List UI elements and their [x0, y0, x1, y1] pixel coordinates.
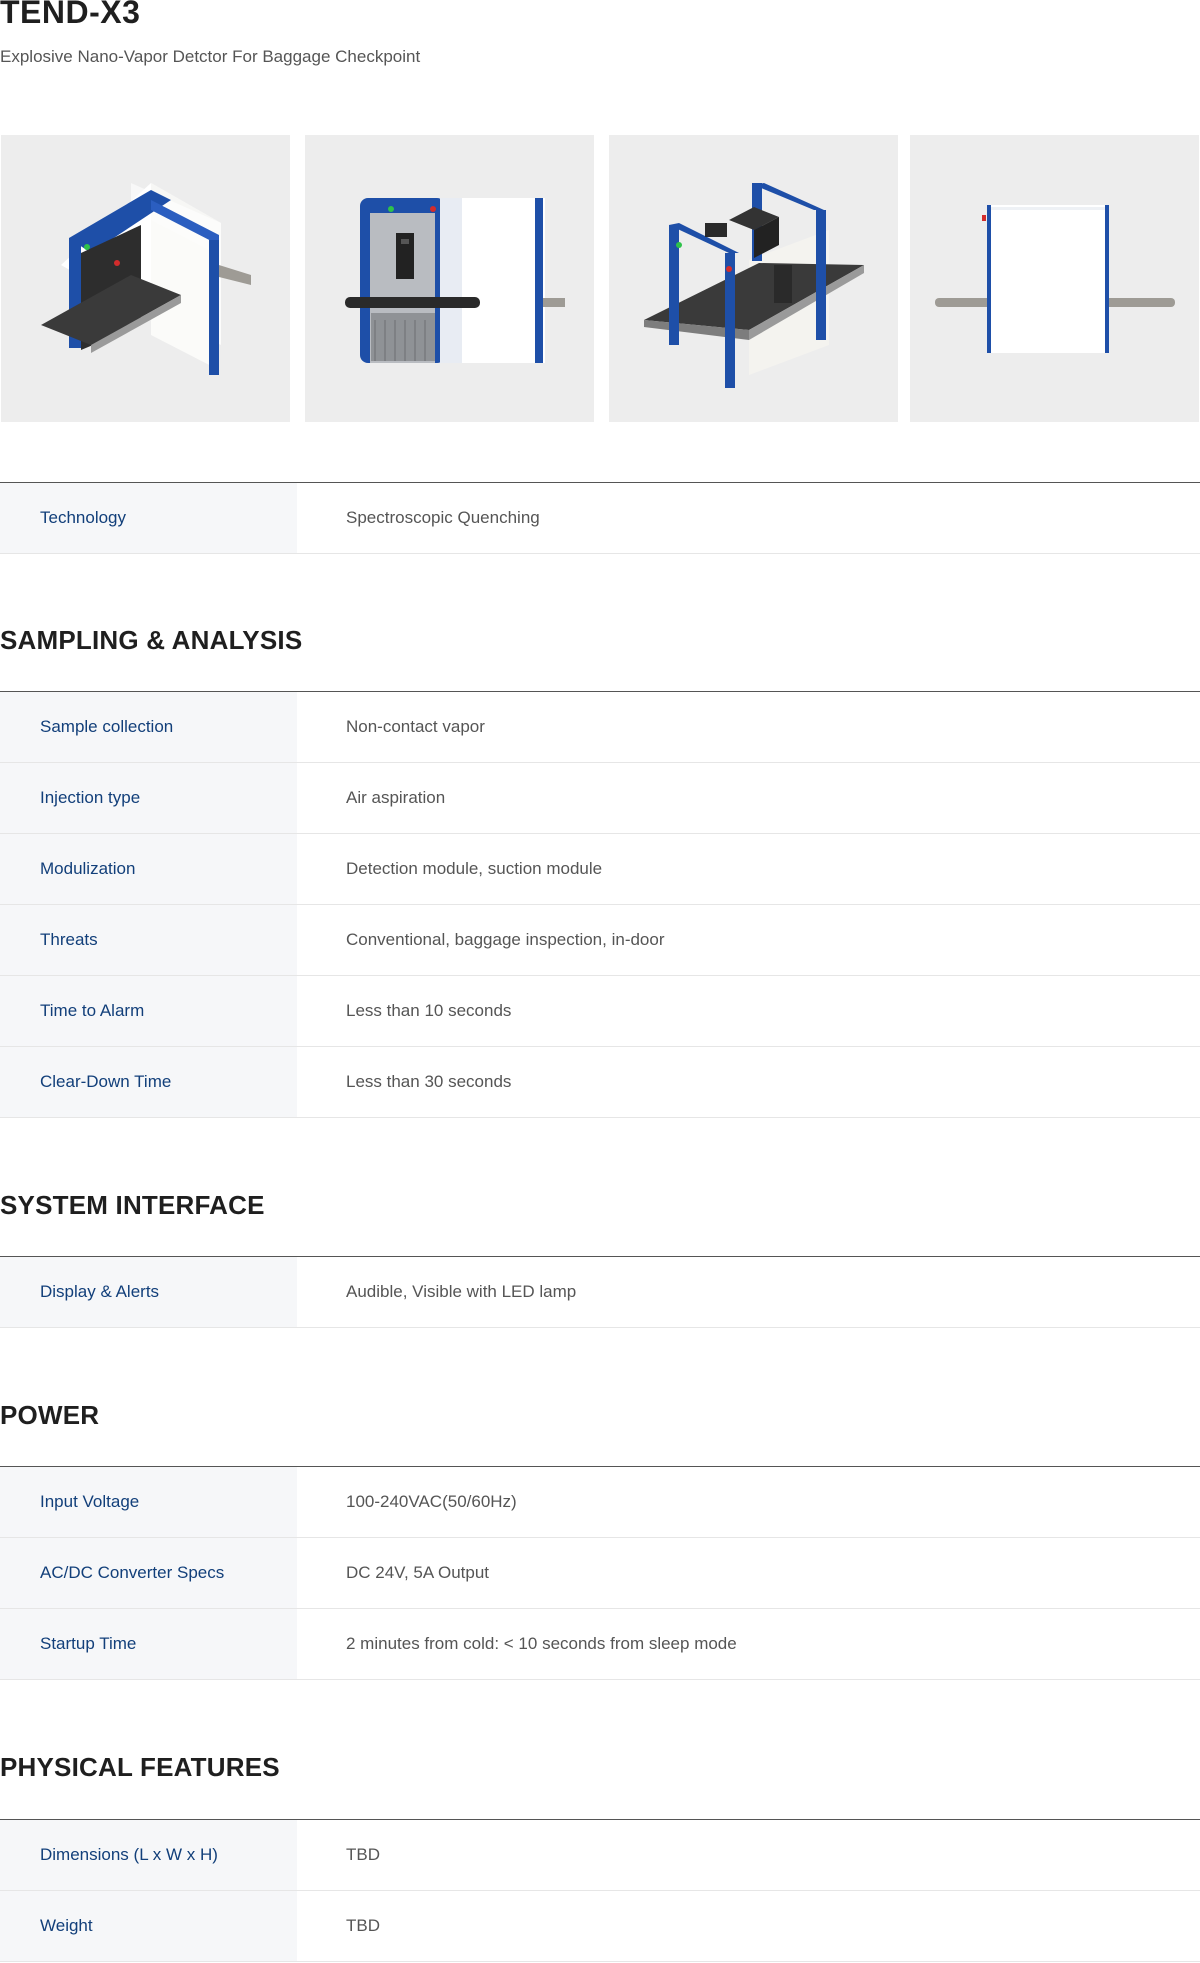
- spec-value: Spectroscopic Quenching: [346, 508, 540, 527]
- section-title-sampling: SAMPLING & ANALYSIS: [0, 625, 303, 655]
- table-row: [0, 483, 1200, 554]
- spec-value: Conventional, baggage inspection, in-door: [346, 930, 665, 949]
- spec-label: Sample collection: [0, 692, 297, 762]
- spec-value: Audible, Visible with LED lamp: [346, 1282, 577, 1301]
- overview-spec-table: [0, 482, 1200, 554]
- spec-label: Clear-Down Time: [0, 1047, 297, 1117]
- table-row: [0, 1609, 1200, 1680]
- product-image-side[interactable]: [305, 135, 594, 422]
- section-title-power: POWER: [0, 1400, 100, 1430]
- spec-value: Non-contact vapor: [346, 717, 485, 736]
- section-title-interface: SYSTEM INTERFACE: [0, 1190, 265, 1220]
- spec-label: Threats: [0, 905, 297, 975]
- spec-value: 100-240VAC(50/60Hz): [346, 1492, 517, 1511]
- spec-label: Weight: [0, 1891, 297, 1961]
- product-title: TEND-X3: [0, 0, 141, 30]
- sampling-spec-table: [0, 691, 1200, 1118]
- table-row: [0, 834, 1200, 905]
- section-title-physical: PHYSICAL FEATURES: [0, 1752, 280, 1782]
- spec-value: 2 minutes from cold: < 10 seconds from sleep mode: [346, 1634, 737, 1653]
- spec-label: AC/DC Converter Specs: [0, 1538, 297, 1608]
- spec-value: Less than 30 seconds: [346, 1072, 512, 1091]
- spec-value: Less than 10 seconds: [346, 1001, 512, 1020]
- spec-value: Air aspiration: [346, 788, 446, 807]
- spec-value: DC 24V, 5A Output: [346, 1563, 490, 1582]
- product-image-front-angle[interactable]: [1, 135, 290, 422]
- table-row: [0, 763, 1200, 834]
- power-spec-table: [0, 1466, 1200, 1680]
- spec-label: Dimensions (L x W x H): [0, 1820, 297, 1890]
- table-row: [0, 976, 1200, 1047]
- table-row: [0, 1047, 1200, 1118]
- spec-value: TBD: [346, 1916, 380, 1935]
- spec-value: Detection module, suction module: [346, 859, 603, 878]
- scanner-rear-angle-illustration: [609, 135, 898, 422]
- spec-label: Display & Alerts: [0, 1257, 297, 1327]
- table-row: [0, 1257, 1200, 1328]
- table-row: [0, 1538, 1200, 1609]
- product-image-rear-angle[interactable]: [609, 135, 898, 422]
- scanner-top-illustration: [910, 135, 1199, 422]
- spec-label: Technology: [0, 483, 297, 553]
- product-image-top[interactable]: [910, 135, 1199, 422]
- product-subtitle: Explosive Nano-Vapor Detctor For Baggage Checkpoint: [0, 47, 421, 66]
- interface-spec-table: [0, 1256, 1200, 1328]
- spec-label: Input Voltage: [0, 1467, 297, 1537]
- spec-label: Modulization: [0, 834, 297, 904]
- spec-label: Startup Time: [0, 1609, 297, 1679]
- spec-label: Injection type: [0, 763, 297, 833]
- table-row: [0, 905, 1200, 976]
- table-row: [0, 1820, 1200, 1891]
- spec-label: Time to Alarm: [0, 976, 297, 1046]
- scanner-front-angle-illustration: [1, 135, 290, 422]
- table-row: [0, 1891, 1200, 1962]
- scanner-side-illustration: [305, 135, 594, 422]
- physical-spec-table: [0, 1819, 1200, 1962]
- product-gallery: [0, 135, 1200, 422]
- table-row: [0, 692, 1200, 763]
- table-row: [0, 1467, 1200, 1538]
- spec-value: TBD: [346, 1845, 380, 1864]
